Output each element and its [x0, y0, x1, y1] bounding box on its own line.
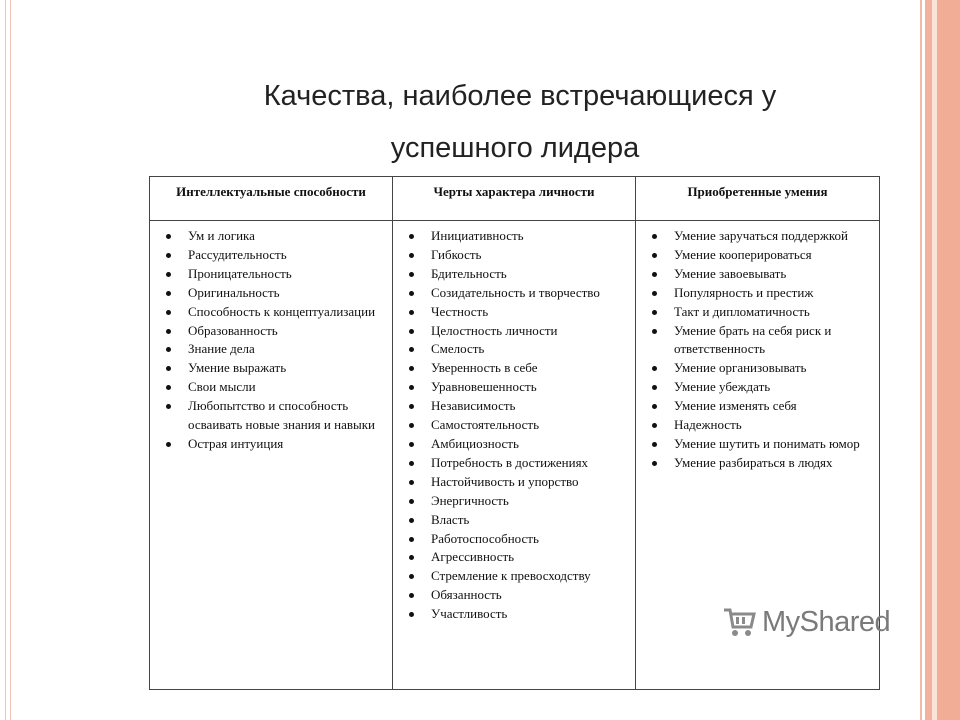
list-item: Способность к концептуализации [154, 303, 386, 322]
list-item: Любопытство и способность осваивать новые знания и навыки [154, 397, 386, 435]
list-item: Проницательность [154, 265, 386, 284]
list-item: Оригинальность [154, 284, 386, 303]
intellectual-list [154, 227, 386, 454]
left-frame-decoration [5, 0, 11, 720]
list-item: Умение выражать [154, 359, 386, 378]
list-item: Свои мысли [154, 378, 386, 397]
list-item: Умение завоевывать [640, 265, 873, 284]
header-skills: Приобретенные умения [636, 177, 880, 221]
character-list [397, 227, 629, 624]
list-item: Потребность в достижениях [397, 454, 629, 473]
list-item: Такт и дипломатичность [640, 303, 873, 322]
list-item: Образованность [154, 322, 386, 341]
column-intellectual [150, 221, 393, 690]
list-item: Ум и логика [154, 227, 386, 246]
skills-list [640, 227, 873, 473]
list-item: Знание дела [154, 340, 386, 359]
list-item: Амбициозность [397, 435, 629, 454]
cart-logo-icon [722, 605, 756, 639]
list-item: Смелость [397, 340, 629, 359]
list-item: Участливость [397, 605, 629, 624]
list-item: Острая интуиция [154, 435, 386, 454]
list-item: Умение шутить и понимать юмор [640, 435, 873, 454]
list-item: Бдительность [397, 265, 629, 284]
list-item: Надежность [640, 416, 873, 435]
slide-title-line-1: Качества, наиболее встречающиеся у [263, 80, 777, 112]
list-item: Популярность и престиж [640, 284, 873, 303]
list-item: Агрессивность [397, 548, 629, 567]
list-item: Умение разбираться в людях [640, 454, 873, 473]
list-item: Уравновешенность [397, 378, 629, 397]
watermark-text: MyShared [762, 605, 891, 638]
list-item: Умение заручаться поддержкой [640, 227, 873, 246]
list-item: Энергичность [397, 492, 629, 511]
list-item: Власть [397, 511, 629, 530]
list-item: Созидательность и творчество [397, 284, 629, 303]
list-item: Самостоятельность [397, 416, 629, 435]
list-item: Гибкость [397, 246, 629, 265]
list-item: Умение кооперироваться [640, 246, 873, 265]
header-character: Черты характера личности [393, 177, 636, 221]
list-item: Стремление к превосходству [397, 567, 629, 586]
list-item: Независимость [397, 397, 629, 416]
list-item: Целостность личности [397, 322, 629, 341]
list-item: Честность [397, 303, 629, 322]
slide-title [140, 70, 890, 174]
list-item: Инициативность [397, 227, 629, 246]
table-header-row [150, 177, 880, 221]
list-item: Рассудительность [154, 246, 386, 265]
myshared-watermark [722, 605, 890, 639]
list-item: Умение брать на себя риск и ответственность [640, 322, 873, 360]
right-frame-decoration [918, 0, 960, 720]
slide-title-line-2: успешного лидера [390, 132, 640, 164]
list-item: Умение убеждать [640, 378, 873, 397]
header-intellectual: Интеллектуальные способности [150, 177, 393, 221]
list-item: Обязанность [397, 586, 629, 605]
list-item: Настойчивость и упорство [397, 473, 629, 492]
list-item: Умение организовывать [640, 359, 873, 378]
list-item: Умение изменять себя [640, 397, 873, 416]
list-item: Уверенность в себе [397, 359, 629, 378]
column-character [393, 221, 636, 690]
list-item: Работоспособность [397, 530, 629, 549]
